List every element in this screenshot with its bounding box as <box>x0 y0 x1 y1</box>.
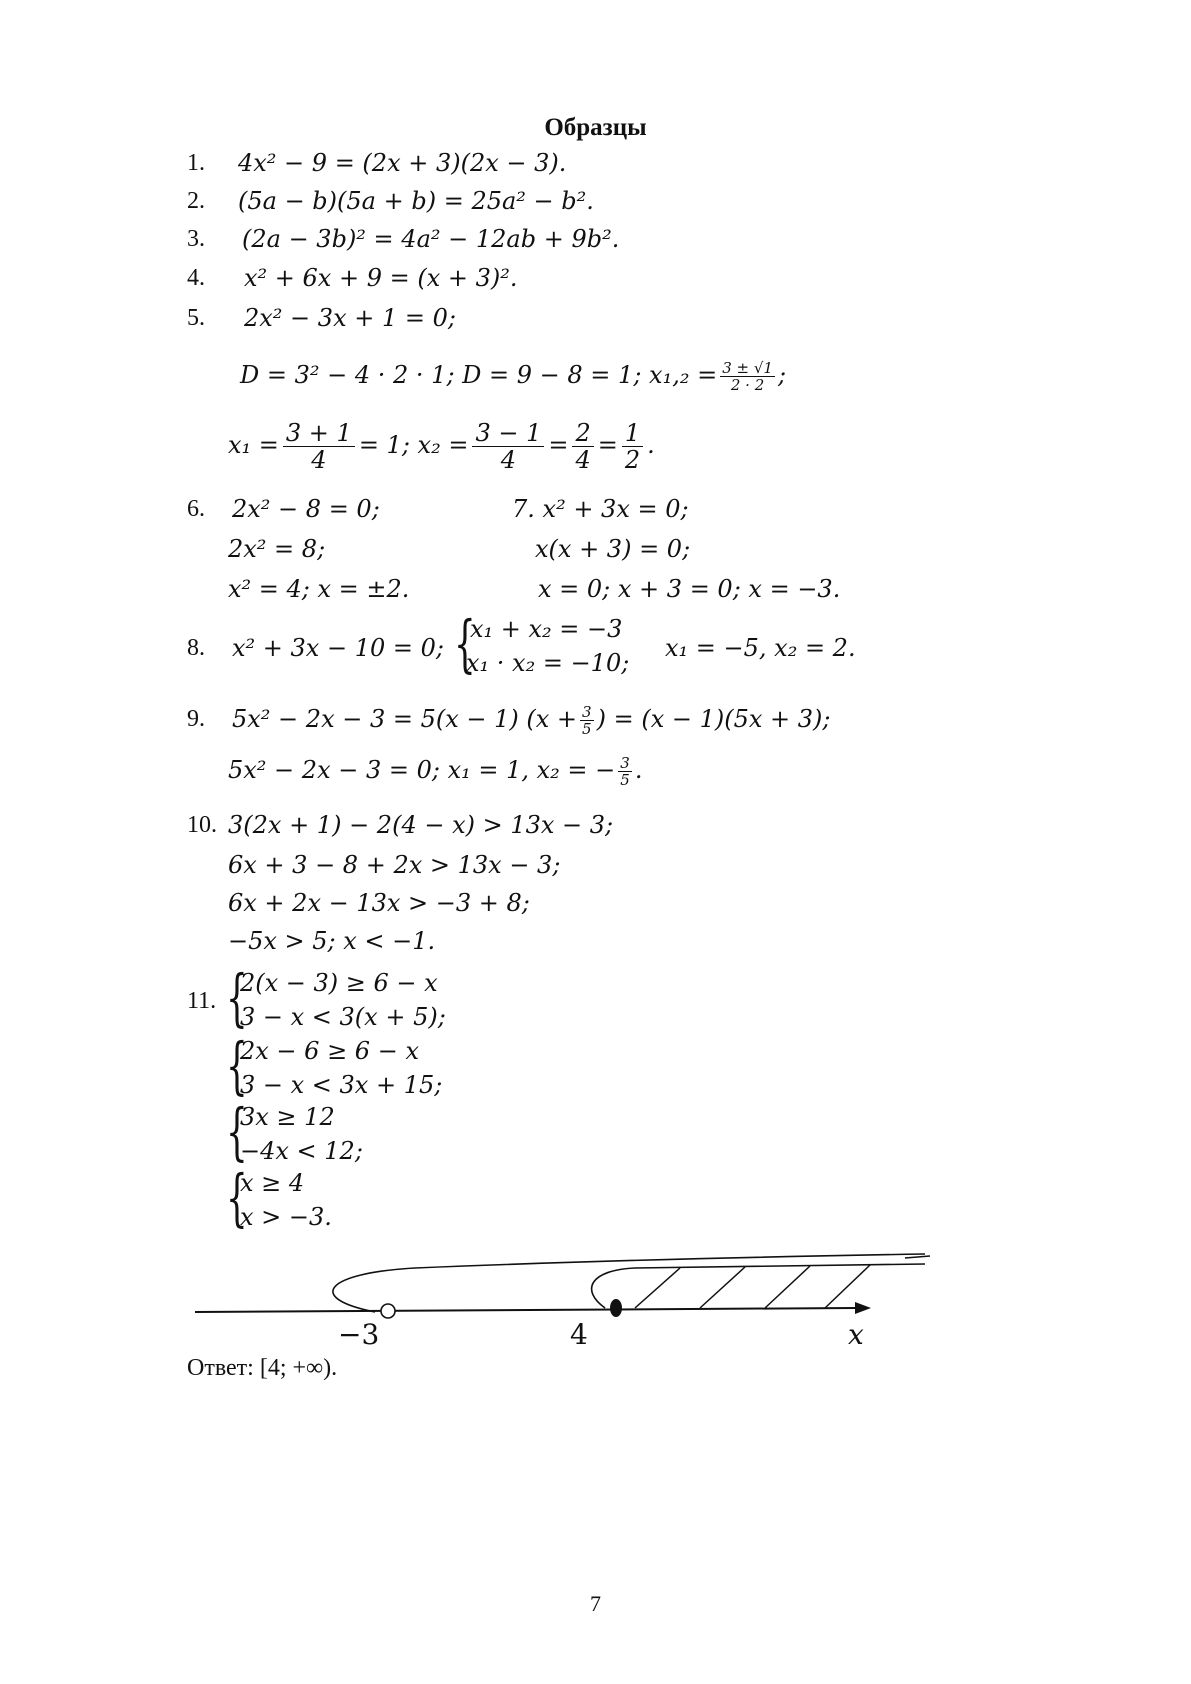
system-line: 3 − x < 3x + 15; <box>240 1071 443 1099</box>
solution-arc-neg3 <box>333 1254 925 1312</box>
item-number: 6. <box>187 496 205 522</box>
tick-label: 4 <box>570 1318 588 1351</box>
hatch-mark <box>700 1267 745 1308</box>
system-line: x > −3. <box>240 1203 332 1231</box>
item-number: 3. <box>187 226 205 252</box>
hatch-mark <box>765 1266 810 1308</box>
system-brace: { <box>226 1095 248 1168</box>
system-line: 2x − 6 ≥ 6 − x <box>240 1037 419 1065</box>
page-number: 7 <box>590 1591 601 1616</box>
equation: x = 0; x + 3 = 0; x = −3. <box>538 575 841 603</box>
equation: x² = 4; x = ±2. <box>228 575 410 603</box>
system-line: x ≥ 4 <box>240 1169 305 1197</box>
system-line: 3x ≥ 12 <box>240 1103 335 1131</box>
item-number: 11. <box>187 988 217 1014</box>
system-line: 3 − x < 3(x + 5); <box>240 1003 446 1031</box>
axis-arrow <box>855 1302 871 1314</box>
system-line: x₁ · x₂ = −10; <box>466 649 630 677</box>
item-number: 8. <box>187 635 205 661</box>
system-brace: { <box>226 1161 248 1234</box>
axis-line <box>195 1308 855 1312</box>
equation-discriminant: D = 3² − 4 · 2 · 1; D = 9 − 8 = 1; x₁,₂ = $\frac{3 \pm √1}{2 \cdot 2}$ ; <box>240 359 787 394</box>
equation: 5x² − 2x − 3 = 5(x − 1) (x + $\frac{3}{5}$ ) = (x − 1)(5x + 3); <box>232 703 831 738</box>
system-brace: { <box>226 961 248 1034</box>
equation: (5a − b)(5a + b) = 25a² − b². <box>238 187 594 215</box>
equation: 6x + 2x − 13x > −3 + 8; <box>228 889 530 917</box>
equation: x² + 6x + 9 = (x + 3)². <box>244 264 518 292</box>
equation: −5x > 5; x < −1. <box>228 927 436 955</box>
number-line-diagram <box>185 1228 945 1338</box>
tick-label: −3 <box>338 1318 380 1351</box>
equation: 6x + 3 − 8 + 2x > 13x − 3; <box>228 851 561 879</box>
equation: 2x² − 3x + 1 = 0; <box>244 304 456 332</box>
item-number: 10. <box>187 812 217 838</box>
equation: x₁ = −5, x₂ = 2. <box>665 634 856 662</box>
equation: 7. x² + 3x = 0; <box>512 495 689 523</box>
item-number: 5. <box>187 305 205 331</box>
system-line: −4x < 12; <box>240 1137 363 1165</box>
equation: 3(2x + 1) − 2(4 − x) > 13x − 3; <box>228 811 614 839</box>
equation: 2x² − 8 = 0; <box>232 495 380 523</box>
system-brace: { <box>454 607 476 680</box>
closed-point-4 <box>610 1299 622 1317</box>
item-number: 1. <box>187 150 205 176</box>
hatch-mark <box>635 1268 680 1308</box>
item-number: 2. <box>187 188 205 214</box>
system-line: x₁ + x₂ = −3 <box>470 615 623 643</box>
open-point-neg3 <box>381 1304 395 1318</box>
equation: x(x + 3) = 0; <box>535 535 691 563</box>
equation: (2a − 3b)² = 4a² − 12ab + 9b². <box>242 225 620 253</box>
system-line: 2(x − 3) ≥ 6 − x <box>240 969 438 997</box>
equation: x² + 3x − 10 = 0; <box>232 634 444 662</box>
equation: 2x² = 8; <box>228 535 326 563</box>
item-number: 9. <box>187 706 205 732</box>
page-title: Образцы <box>544 114 647 141</box>
hatch-mark <box>825 1265 870 1308</box>
equation-roots: x₁ = $\frac{3 + 1}{4}$ = 1; x₂ = $\frac{3 - 1}{4}$ = $\frac{2}{4}$ = $\frac{1}{2}$ . <box>228 419 655 474</box>
answer-text: Ответ: [4; +∞). <box>187 1355 338 1381</box>
equation: 4x² − 9 = (2x + 3)(2x − 3). <box>238 149 567 177</box>
axis-label: x <box>848 1318 864 1351</box>
system-brace: { <box>226 1029 248 1102</box>
item-number: 4. <box>187 265 205 291</box>
equation: 5x² − 2x − 3 = 0; x₁ = 1, x₂ = − $\frac{3}{5}$ . <box>228 754 643 789</box>
